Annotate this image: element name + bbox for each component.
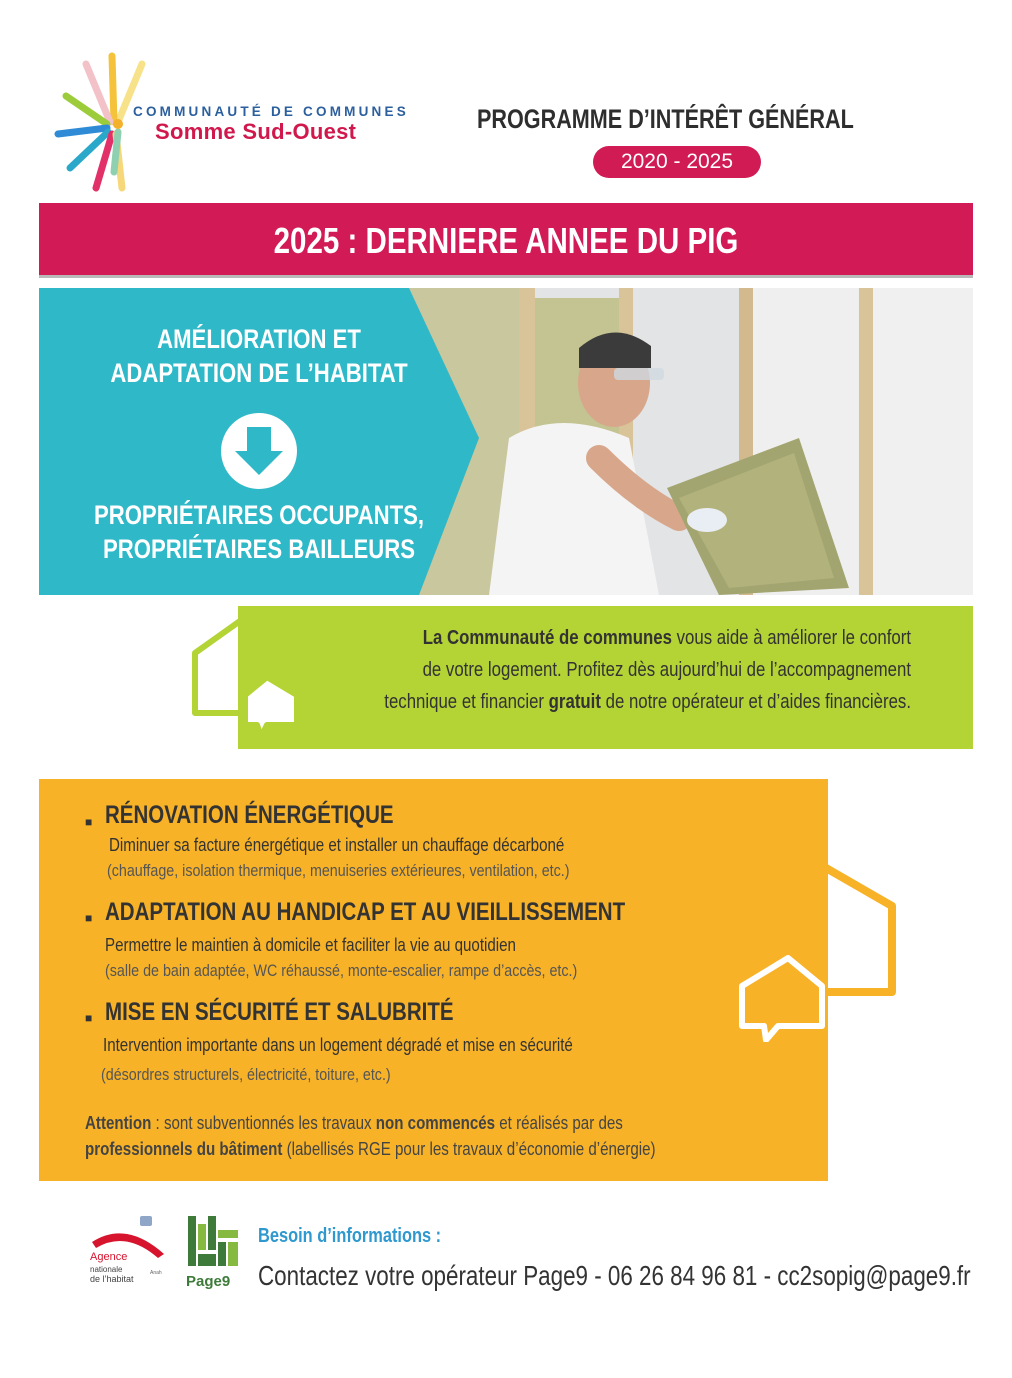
logo-community-label: COMMUNAUTÉ DE COMMUNES — [133, 104, 409, 119]
service-title: MISE EN SÉCURITÉ ET SALUBRITÉ — [105, 998, 454, 1026]
page9-logo-icon — [184, 1216, 242, 1294]
bullet-icon: ■ — [85, 815, 93, 829]
hero-heading-owners — [79, 498, 440, 566]
attention-line-1 — [85, 1113, 623, 1134]
service-description: Intervention importante dans un logement dégradé et mise en sécurité — [103, 1035, 573, 1055]
attention-line-2 — [85, 1139, 656, 1160]
intro-text-part: technique et financier — [384, 691, 549, 713]
attention-bold: professionnels du bâtiment — [85, 1139, 283, 1159]
page9-label: Page9 — [186, 1273, 231, 1290]
intro-bold: gratuit — [548, 691, 601, 713]
attention-bold: non commencés — [375, 1113, 496, 1133]
intro-line — [346, 654, 911, 686]
logo-community-name: Somme Sud-Ouest — [155, 119, 357, 144]
service-examples: (chauffage, isolation thermique, menuiseries extérieures, ventilation, etc.) — [107, 861, 570, 880]
contact-line[interactable]: Contactez votre opérateur Page9 - 06 26 84 96 81 - cc2sopig@page9.fr — [258, 1260, 971, 1291]
program-years-badge: 2020 - 2025 — [593, 146, 761, 178]
anah-line1: Agence — [90, 1251, 128, 1263]
intro-text-part: de votre logement. Profitez dès aujourd’hui de l’accompagnement — [422, 659, 911, 681]
anah-small: Anah — [150, 1270, 162, 1276]
service-examples: (salle de bain adaptée, WC réhaussé, monte-escalier, rampe d’accès, etc.) — [105, 961, 578, 980]
service-description: Permettre le maintien à domicile et faciliter la vie au quotidien — [105, 935, 516, 955]
intro-box — [238, 606, 973, 749]
arrow-down-circle-icon — [221, 413, 297, 489]
anah-logo-icon — [86, 1214, 176, 1294]
intro-text-part: de notre opérateur et d’aides financières. — [600, 691, 911, 713]
program-title: PROGRAMME D’INTÉRÊT GÉNÉRAL — [477, 104, 854, 134]
banner-title: 2025 : DERNIERE ANNEE DU PIG — [273, 220, 739, 261]
house-speech-icon — [185, 613, 310, 741]
service-title: RÉNOVATION ÉNERGÉTIQUE — [105, 801, 394, 829]
attention-label: Attention — [85, 1113, 152, 1133]
attention-text: et réalisés par des — [495, 1113, 623, 1133]
services-box — [39, 779, 828, 1181]
info-title: Besoin d’informations : — [258, 1225, 442, 1247]
intro-text-part: vous aide à améliorer le confort — [671, 627, 911, 649]
intro-text — [238, 622, 973, 718]
title-banner — [39, 203, 973, 278]
hero-heading-line: AMÉLIORATION ET — [157, 324, 361, 354]
hero-heading-improvement — [79, 322, 440, 390]
attention-text: : sont subventionnés les travaux — [151, 1113, 376, 1133]
anah-line2: nationale — [90, 1265, 123, 1274]
service-title: ADAPTATION AU HANDICAP ET AU VIEILLISSEMENT — [105, 898, 626, 926]
attention-text: (labellisés RGE pour les travaux d’économie d’énergie) — [282, 1139, 656, 1159]
intro-bold: La Communauté de communes — [422, 627, 672, 649]
service-description: Diminuer sa facture énergétique et installer un chauffage décarboné — [109, 835, 565, 855]
intro-line — [346, 686, 911, 718]
house-speech-icon — [738, 862, 908, 1042]
sun-logo-icon — [52, 52, 172, 192]
bullet-icon: ■ — [85, 911, 93, 925]
anah-line3: de l’habitat — [90, 1274, 134, 1284]
hero-section — [39, 288, 973, 595]
hero-heading-line: PROPRIÉTAIRES OCCUPANTS, — [93, 500, 425, 530]
service-examples: (désordres structurels, électricité, toiture, etc.) — [101, 1065, 391, 1084]
bullet-icon: ■ — [85, 1011, 93, 1025]
hero-heading-line: PROPRIÉTAIRES BAILLEURS — [102, 534, 416, 564]
hero-heading-line: ADAPTATION DE L’HABITAT — [110, 358, 408, 388]
intro-line — [346, 622, 911, 654]
